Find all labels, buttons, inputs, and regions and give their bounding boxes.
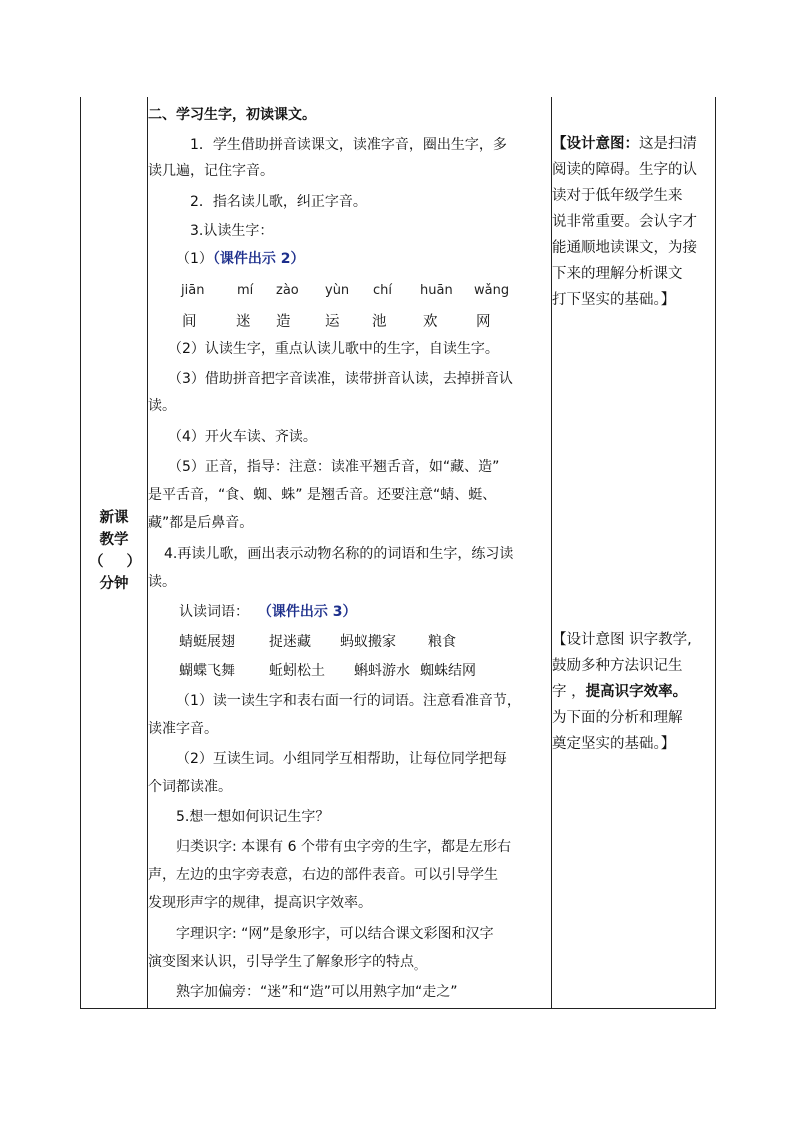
design-note-text: 阅读的障碍。生字的认	[552, 162, 697, 178]
new-character: 迷	[236, 314, 251, 330]
design-note-text: 【设计意图 识字教学,	[552, 632, 692, 648]
sub-5-line: 是平舌音，“食、蜘、蛛” 是翘舌音。还要注意“蜻、蜓、	[148, 487, 497, 503]
pinyin: chí	[373, 283, 392, 298]
vocab-word: 蚂蚁搬家	[340, 634, 396, 650]
words-task-1-line: （1）读一读生字和表右面一行的词语。注意看准音节，	[176, 693, 521, 709]
classify-line: 发现形声字的规律，提高识字效率。	[148, 895, 372, 911]
classify-line: 声，左边的虫字旁表意，右边的部件表音。可以引导学生	[148, 867, 498, 883]
vocab-word: 蝴蝶飞舞	[179, 663, 235, 679]
new-character: 网	[476, 314, 491, 330]
vocab-word: 蜻蜓展翅	[179, 634, 235, 650]
pinyin: yùn	[325, 283, 350, 298]
step-4-line: 读。	[148, 574, 176, 590]
minutes-paren	[81, 551, 147, 573]
design-note-text: 字 ，	[552, 684, 586, 700]
pinyin: zào	[276, 283, 299, 298]
design-note-text: 为下面的分析和理解	[552, 710, 683, 726]
logic-period: 。	[414, 959, 425, 972]
step-3: 3.认读生字：	[190, 223, 274, 239]
design-note-2	[552, 627, 714, 757]
courseware-label: （课件出示 2）	[212, 251, 305, 267]
design-note-text: 打下坚实的基础。】	[552, 292, 676, 308]
new-character: 间	[182, 314, 197, 330]
teaching-content-column	[148, 97, 551, 1008]
vocab-word: 蚯蚓松土	[269, 663, 325, 679]
design-note-emphasis: 提高识字效率。	[585, 684, 688, 700]
design-note-text: 鼓励多种方法识记生	[552, 658, 683, 674]
design-notes-column	[552, 97, 714, 1008]
design-note-text: 这是扫清	[639, 136, 697, 152]
sub-5-line: 藏”都是后鼻音。	[148, 515, 254, 531]
design-note-text: 读对于低年级学生来	[552, 188, 683, 204]
logic-line: 字理识字: “网”是象形字，可以结合课文彩图和汉字	[176, 926, 494, 942]
words-intro	[179, 602, 551, 622]
paren-open: （	[89, 554, 104, 570]
paren-close: ）	[126, 554, 141, 570]
design-note-text: 能通顺地读课文，为接	[552, 240, 697, 256]
classify-line: 归类识字: 本课有 6 个带有虫字旁的生字，都是左形右	[176, 839, 511, 855]
design-note-text: 奠定坚实的基础。】	[552, 736, 676, 752]
section-label-line: 新课	[99, 510, 129, 526]
words-intro-label: 认读词语：	[179, 604, 249, 620]
words-task-2-line: （2）互读生词。小组同学互相帮助，让每位同学把每	[176, 751, 507, 767]
words-task-1-line: 读准字音。	[148, 721, 218, 737]
logic-line	[148, 952, 551, 976]
new-character: 造	[276, 314, 291, 330]
step-2: 2．指名读儿歌，纠正字音。	[190, 194, 367, 210]
new-character: 欢	[423, 314, 438, 330]
sub-1	[176, 249, 551, 269]
section-heading: 二、学习生字，初读课文。	[148, 107, 316, 123]
design-note-1	[552, 131, 714, 313]
sub-5-line: （5）正音，指导：注意：读准平翘舌音，如“藏、造”	[168, 459, 500, 475]
new-character: 池	[372, 314, 387, 330]
design-note-text: 下来的理解分析课文	[552, 266, 683, 282]
vocab-word: 粮食	[428, 634, 456, 650]
minutes-label: 分钟	[99, 576, 129, 592]
pinyin: wǎng	[474, 283, 510, 298]
sub-3-line: （3）借助拼音把字音读准，读带拼音认读，去掉拼音认	[168, 371, 513, 387]
logic-line-text: 演变图来认识，引导学生了解象形字的特点	[148, 954, 414, 970]
new-character: 运	[325, 314, 340, 330]
sub-4: （4）开火车读、齐读。	[168, 429, 317, 445]
pinyin: huān	[420, 283, 453, 298]
step-4-line: 4.再读儿歌，画出表示动物名称的的词语和生字，练习读	[164, 546, 514, 562]
words-task-2-line: 个词都读准。	[148, 779, 232, 795]
sub-3-line: 读。	[148, 398, 176, 414]
step-1-line: 1．学生借助拼音读课文，读准字音，圈出生字，多	[190, 137, 507, 153]
vocab-word: 蜘蛛结网	[420, 663, 476, 679]
vocab-word: 捉迷藏	[269, 634, 311, 650]
familiar-line: 熟字加偏旁：“迷”和“造”可以用熟字加“走之”	[176, 984, 458, 1000]
pinyin: jiān	[181, 283, 205, 298]
section-label	[81, 507, 147, 595]
section-label-line: 教学	[99, 532, 129, 548]
sub-1-prefix: （1）	[176, 251, 213, 267]
design-note-text: 说非常重要。会认字才	[552, 214, 697, 230]
sub-2: （2）认读生字，重点认读儿歌中的生字，自读生字。	[168, 341, 499, 357]
lesson-plan-table	[80, 97, 716, 1009]
vocab-word: 蝌蚪游水	[354, 663, 410, 679]
pinyin: mí	[237, 283, 254, 298]
step-5: 5.想一想如何识记生字？	[176, 809, 330, 825]
step-1-line: 读几遍，记住字音。	[148, 163, 274, 179]
design-note-label: 【设计意图：	[552, 136, 639, 152]
section-label-column	[81, 97, 147, 1008]
courseware-label: （课件出示 3）	[257, 604, 357, 620]
